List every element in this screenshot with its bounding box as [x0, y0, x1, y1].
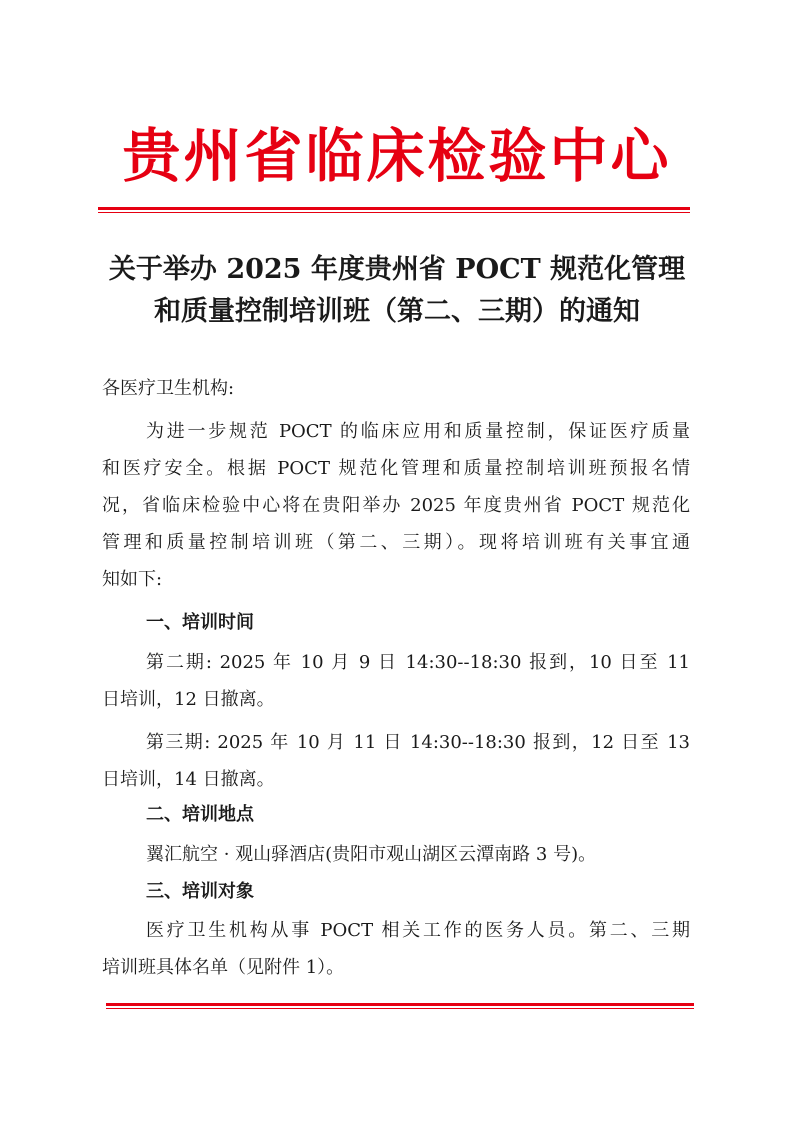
- location-text: 翼汇航空 · 观山驿酒店(贵阳市观山湖区云潭南路 3 号)。: [146, 844, 597, 865]
- intro-line: 和医疗安全。根据 POCT 规范化管理和质量控制培训班预报名情: [102, 458, 690, 479]
- intro-line: 知如下:: [102, 569, 163, 590]
- divider-thin-line: [98, 212, 690, 213]
- period2-line: 第二期: 2025 年 10 月 9 日 14:30--18:30 报到，10 日至 11: [146, 652, 690, 673]
- salutation: 各医疗卫生机构:: [102, 378, 235, 399]
- intro-line: 况，省临床检验中心将在贵阳举办 2025 年度贵州省 POCT 规范化: [102, 495, 690, 516]
- divider-thick-line: [98, 207, 690, 210]
- document-title-line-1: 关于举办 2025 年度贵州省 POCT 规范化管理: [108, 254, 686, 285]
- org-letterhead-title: 贵州省临床检验中心: [122, 122, 672, 190]
- divider-thick-line: [106, 1003, 694, 1006]
- intro-line: 管理和质量控制培训班（第二、三期）。现将培训班有关事宜通: [102, 532, 690, 553]
- period2-line: 日培训，12 日撤离。: [102, 689, 275, 710]
- target-line: 培训班具体名单（见附件 1）。: [102, 957, 345, 978]
- document-title-line-2: 和质量控制培训班（第二、三期）的通知: [154, 296, 640, 327]
- intro-line: 为进一步规范 POCT 的临床应用和质量控制，保证医疗质量: [146, 421, 690, 442]
- divider-thin-line: [106, 1008, 694, 1009]
- period3-line: 日培训，14 日撤离。: [102, 769, 275, 790]
- period3-line: 第三期: 2025 年 10 月 11 日 14:30--18:30 报到，12 日至 13: [146, 732, 690, 753]
- section-heading-training-location: 二、培训地点: [146, 804, 254, 825]
- section-heading-training-time: 一、培训时间: [146, 612, 254, 633]
- target-line: 医疗卫生机构从事 POCT 相关工作的医务人员。第二、三期: [146, 920, 690, 941]
- letterhead-divider: [98, 207, 690, 214]
- section-heading-training-target: 三、培训对象: [146, 881, 254, 902]
- footer-divider: [106, 1003, 694, 1010]
